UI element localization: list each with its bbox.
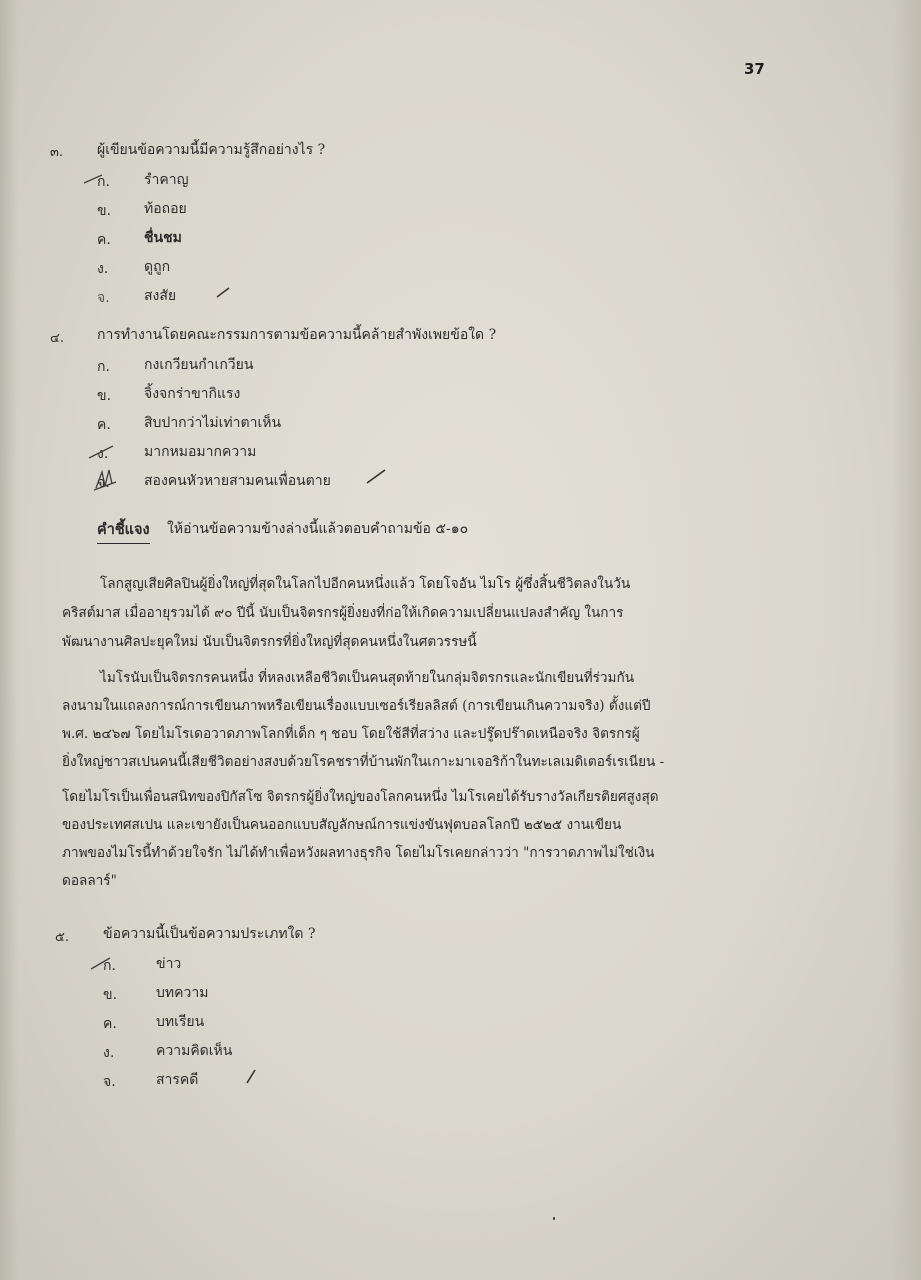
- q3-option-e-label: จ.: [97, 290, 110, 306]
- page-number: 37: [744, 60, 765, 78]
- paper-speck: [553, 1217, 555, 1220]
- question-3-number: ๓.: [50, 145, 64, 160]
- q4-option-e-label: จ.: [97, 475, 110, 491]
- passage-line: ลงนามในแถลงการณ์การเขียนภาพหรือเขียนเรื่องแบบเซอร์เรียลลิสต์ (การเขียนเกินความจริง) ตั้งแต่ปี: [62, 698, 651, 714]
- passage-line: โลกสูญเสียศิลปินผู้ยิ่งใหญ่ที่สุดในโลกไปอีกคนหนึ่งแล้ว โดยโจอัน ไมโร ผู้ซึ่งสิ้นชีวิตลงในวัน: [100, 576, 631, 592]
- passage-line: ภาพของไมโรนี้ทำด้วยใจรัก ไม่ได้ทำเพื่อหวังผลทางธุรกิจ โดยไมโรเคยกล่าวว่า "การวาดภาพไม่ใช่เงิน: [62, 845, 655, 861]
- q4-option-d-text: มากหมอมากความ: [144, 444, 257, 460]
- answer-slash-mark: [214, 284, 232, 304]
- q5-option-d-text: ความคิดเห็น: [156, 1043, 233, 1059]
- q3-option-b-text: ท้อถอย: [144, 201, 187, 217]
- q3-option-d-text: ดูถูก: [144, 259, 171, 275]
- question-4-number: ๔.: [50, 331, 64, 346]
- q4-option-c-label: ค.: [97, 417, 111, 433]
- slash-icon: [242, 1066, 260, 1086]
- q5-option-b-label: ข.: [103, 987, 118, 1003]
- q5-option-e-label: จ.: [103, 1074, 116, 1090]
- question-3-text: ผู้เขียนข้อความนี้มีความรู้สึกอย่างไร ?: [97, 142, 326, 158]
- passage-line: ไมโรนับเป็นจิตรกรคนหนึ่ง ที่หลงเหลือชีวิตเป็นคนสุดท้ายในกลุ่มจิตรกรและนักเขียนที่ร่วมกัน: [100, 670, 634, 686]
- pencil-check-mark: [88, 953, 114, 977]
- q3-option-e-text: สงสัย: [144, 288, 177, 304]
- question-5-number: ๕.: [55, 930, 69, 945]
- q4-option-c-text: สิบปากว่าไม่เท่าตาเห็น: [144, 415, 282, 431]
- q3-option-d-label: ง.: [97, 261, 109, 277]
- q5-option-a-label: ก.: [103, 958, 116, 974]
- q4-option-a-label: ก.: [97, 359, 110, 375]
- q4-option-b-label: ข.: [97, 388, 112, 404]
- q3-option-a-label: ก.: [97, 174, 110, 190]
- q4-option-d-label: ง.: [97, 446, 109, 462]
- passage-line: โดยไมโรเป็นเพื่อนสนิทของปิกัสโซ จิตรกรผู้ยิ่งใหญ่ของโลกคนหนึ่ง ไมโรเคยได้รับรางวัลเกียรติยศสูงสุด: [62, 789, 659, 805]
- q5-option-c-text: บทเรียน: [156, 1014, 205, 1030]
- pencil-check-mark: [82, 169, 106, 193]
- q3-option-c-text: ชื่นชม: [144, 230, 182, 246]
- q5-option-d-label: ง.: [103, 1045, 115, 1061]
- slash-icon: [214, 284, 232, 300]
- q5-option-b-text: บทความ: [156, 985, 209, 1001]
- pencil-check-mark: [86, 440, 116, 466]
- page-shadow-left: [0, 0, 18, 1280]
- passage-line: คริสต์มาส เมื่ออายุรวมได้ ๙๐ ปีนี้ นับเป็นจิตรกรผู้ยิ่งยงที่ก่อให้เกิดความเปลี่ยนแปลงสำคัญ ในการ: [62, 605, 624, 621]
- pencil-stroke-icon: [88, 953, 114, 973]
- q4-option-b-text: จิ้งจกร่าขากิแรง: [144, 386, 241, 402]
- passage-line: พัฒนางานศิลปะยุคใหม่ นับเป็นจิตรกรที่ยิ่งใหญ่ที่สุดคนหนึ่งในศตวรรษนี้: [62, 634, 477, 650]
- passage-line: ของประเทศสเปน และเขายังเป็นคนออกแบบสัญลักษณ์การแข่งขันฟุตบอลโลกปี ๒๕๒๕ งานเขียน: [62, 817, 622, 833]
- passage-line: ยิ่งใหญ่ชาวสเปนคนนี้เสียชีวิตอย่างสงบด้วยโรคชราที่บ้านพักในเกาะมาเจอริก้าในทะเลเมดิเตอร์เรเนียน -: [62, 754, 665, 770]
- instruction-title: คำชี้แจง: [97, 518, 150, 544]
- q4-option-a-text: กงเกวียนกำเกวียน: [144, 357, 254, 373]
- question-4-text: การทำงานโดยคณะกรรมการตามข้อความนี้คล้ายสำพังเพยข้อใด ?: [97, 327, 497, 343]
- q3-option-a-text: รำคาญ: [144, 172, 189, 188]
- scribble-mark: [92, 464, 120, 498]
- page-shadow-right: [891, 0, 921, 1280]
- q4-option-e-text: สองคนหัวหายสามคนเพื่อนตาย: [144, 473, 331, 489]
- question-5-text: ข้อความนี้เป็นข้อความประเภทใด ?: [103, 926, 316, 942]
- pencil-stroke-icon: [82, 169, 106, 189]
- answer-slash-mark: [242, 1066, 260, 1090]
- scribble-icon: [92, 464, 120, 494]
- q3-option-b-label: ข.: [97, 203, 112, 219]
- answer-slash-mark: [364, 466, 388, 490]
- passage-line: ดอลลาร์": [62, 873, 117, 889]
- slash-icon: [364, 466, 388, 486]
- passage-line: พ.ศ. ๒๔๖๗ โดยไมโรเดอวาดภาพโลกที่เด็ก ๆ ชอบ โดยใช้สีที่สว่าง และปรู๊ดปร๊าดเหนือจริง จิตรกรผู้: [62, 726, 640, 742]
- q3-option-c-label: ค.: [97, 232, 111, 248]
- q5-option-e-text: สารคดี: [156, 1072, 199, 1088]
- q5-option-c-label: ค.: [103, 1016, 117, 1032]
- pencil-stroke-icon: [86, 440, 116, 462]
- instruction-text: ให้อ่านข้อความข้างล่างนี้แล้วตอบคำถามข้อ ๕-๑๐: [167, 521, 469, 537]
- q5-option-a-text: ข่าว: [156, 956, 182, 972]
